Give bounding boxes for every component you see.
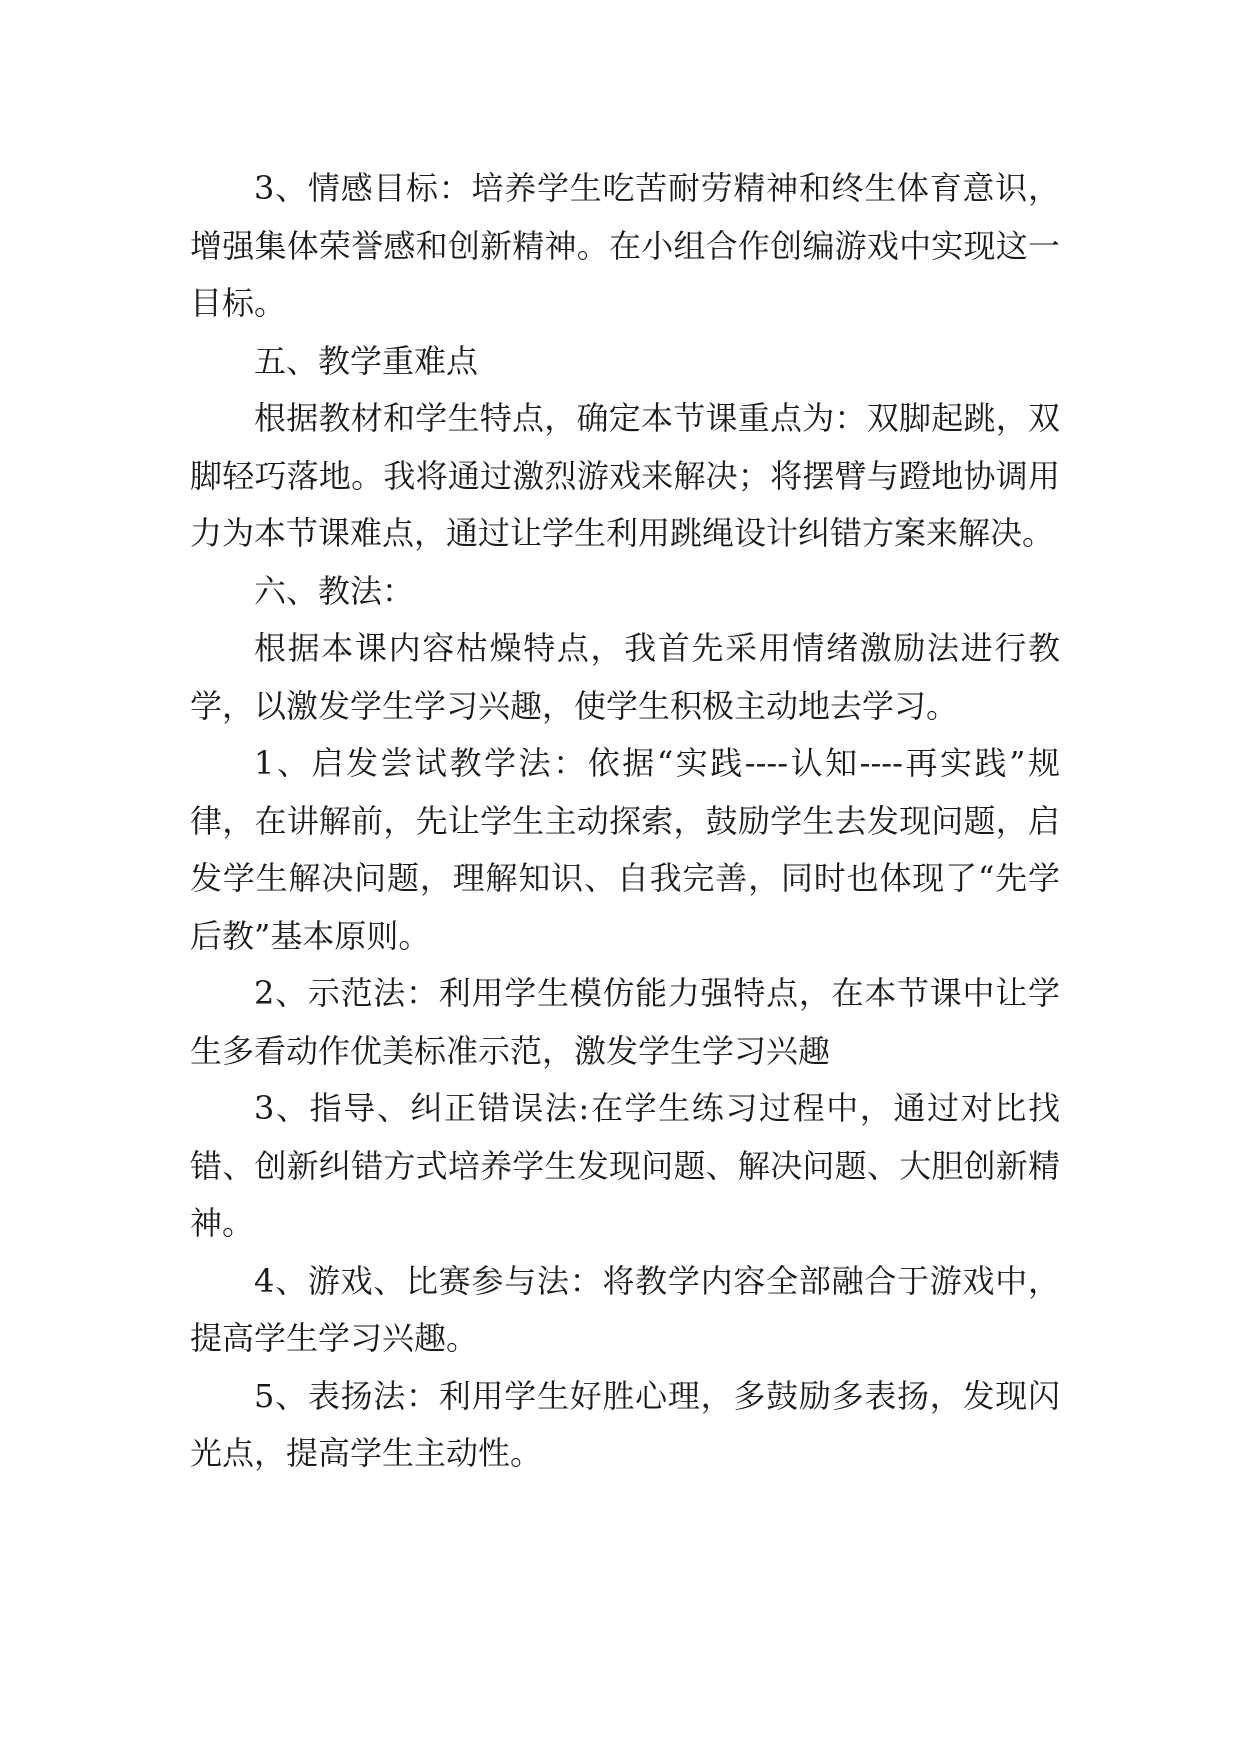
paragraph-method-5: 5、表扬法：利用学生好胜心理，多鼓励多表扬，发现闪光点，提高学生主动性。 [190, 1376, 1060, 1472]
heading-teaching-methods: 六、教法： [254, 571, 415, 610]
paragraph-method-4: 4、游戏、比赛参与法：将教学内容全部融合于游戏中，提高学生学习兴趣。 [190, 1261, 1060, 1357]
document-body [190, 160, 1060, 1483]
paragraph-method-3: 3、指导、纠正错误法:在学生练习过程中，通过对比找错、创新纠错方式培养学生发现问题、解决问题、大胆创新精神。 [190, 1089, 1060, 1242]
heading-teaching-key-points: 五、教学重难点 [254, 341, 479, 380]
paragraph-method-2: 2、示范法：利用学生模仿能力强特点，在本节课中让学生多看动作优美标准示范，激发学生学习兴趣 [190, 974, 1060, 1070]
paragraph-methods-intro: 根据本课内容枯燥特点，我首先采用情绪激励法进行教学，以激发学生学习兴趣，使学生积极主动地去学习。 [190, 629, 1060, 725]
paragraph-method-1: 1、启发尝试教学法：依据“实践----认知----再实践”规律，在讲解前，先让学生主动探索，鼓励学生去发现问题，启发学生解决问题，理解知识、自我完善，同时也体现了“先学后教”基本原则。 [190, 744, 1060, 955]
paragraph-emotional-goal: 3、情感目标：培养学生吃苦耐劳精神和终生体育意识，增强集体荣誉感和创新精神。在小组合作创编游戏中实现这一目标。 [190, 169, 1060, 322]
paragraph-key-points: 根据教材和学生特点，确定本节课重点为：双脚起跳，双脚轻巧落地。我将通过激烈游戏来解决；将摆臂与蹬地协调用力为本节课难点，通过让学生利用跳绳设计纠错方案来解决。 [190, 399, 1060, 552]
